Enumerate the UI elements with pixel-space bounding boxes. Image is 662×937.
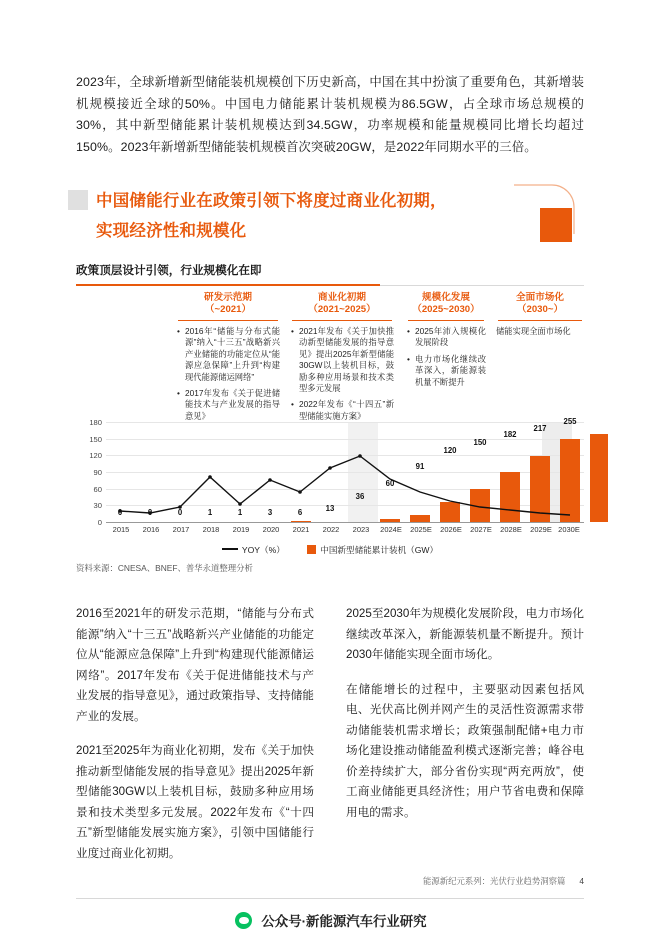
x-tick-2015: 2015 [112,525,130,534]
heading-square-marker [68,190,88,210]
bar-2028E [590,434,608,522]
y-tick-0: 0 [97,518,102,527]
heading-line-1: 中国储能行业在政策引领下将度过商业化初期， [96,192,447,210]
bar-label-2027E: 150 [473,438,487,447]
bar-label-2028E: 182 [503,430,517,439]
y-tick-90: 90 [93,468,102,477]
list-item: • 2025年沛入规模化发展阶段 [415,326,486,349]
bar-label-2022: 13 [325,504,335,513]
panel-rule-orange [76,284,380,286]
heading-line-2: 实现经济性和规模化 [96,222,247,240]
y-tick-150: 150 [89,434,102,444]
phase-1-name: 研发示范期 [204,292,252,303]
phase-4-title [496,292,584,316]
y-tick-180: 180 [89,418,102,427]
x-tick-2027E: 2027E [470,525,492,534]
chart-panel-title: 政策顶层设计引领，行业规模化在即 [76,264,262,277]
x-tick-2017: 2017 [172,525,190,534]
list-item: • 2022年发布《“十四五”新型储能实施方案》 [299,399,394,422]
phase-4-period: （2030~） [516,304,564,315]
phase-3-title [406,292,486,316]
x-tick-2016: 2016 [142,525,160,534]
x-tick-2023: 2023 [352,525,370,534]
panel-rule-grey [380,285,584,286]
bar-label-2029E: 217 [533,424,547,433]
footer-series-text: 能源新纪元系列：光伏行业趋势洞察篇 [422,876,566,886]
bar-label-2015: 0 [117,508,123,517]
phase-column-3 [406,292,486,393]
wechat-icon [235,912,252,929]
bar-label-2021: 6 [297,508,303,517]
x-axis [106,522,584,523]
bar-label-2017: 0 [177,508,183,517]
chart-source: 资料来源：CNESA、BNEF、普华永道整理分析 [76,563,253,573]
x-tick-2020: 2020 [262,525,280,534]
phase-1-bullets [176,326,280,422]
combo-chart [76,417,584,538]
heading-text [96,186,516,246]
page-footer [76,875,584,887]
bar-label-2025E: 91 [415,462,425,471]
legend-item-yoy [222,544,285,556]
bar-label-2026E: 120 [443,446,457,455]
list-item: • 2017年发布《关于促进储能技术与产业发展的指导意见》 [185,388,280,422]
chart-legend [76,544,584,556]
phase-2-period: （2021~2025） [308,304,376,315]
bar-label-2024E: 60 [385,479,395,488]
phase-2-bullets [290,326,394,422]
list-item: • 2021年发布《关于加快推动新型储能发展的指导意见》提出2025年新型储能30GW以上装机目标，鼓励多种应用场景和技术类型多元发展 [299,326,394,394]
decorative-shape [512,184,588,246]
section-heading [68,186,588,262]
x-axis-labels [106,525,584,537]
phase-3-bullets [406,326,486,388]
list-item: • 2016年“储能与分布式能源”纳入“十三五”战略新兴产业储能的功能定位从“能源应急保障”上升到“构建现代能源储运网络” [185,326,280,383]
phase-column-4 [496,292,584,337]
phase-1-period: （~2021） [204,304,252,315]
decor-orange-square [540,208,572,242]
bar-label-2020: 3 [267,508,273,517]
phase-column-2 [290,292,394,427]
legend-line-marker [222,548,238,550]
phase-1-underline [178,320,278,321]
phase-column-1 [176,292,280,427]
bar-label-2023: 36 [355,492,365,501]
legend-label-yoy: YOY（%） [241,545,285,555]
brand-text: 公众号·新能源汽车行业研究 [261,913,427,929]
paragraph: 2016至2021年的研发示范期，“储能与分布式能源”纳入“十三五”战略新兴产业储能的功能定位从“能源应急保障”上升到“构建现代能源储运网络”。2017年发布《关于促进储能技术与产业发展的指导意见》，通过政策指导、支持储能产业的发展。 [76,607,314,723]
phase-2-name: 商业化初期 [318,292,366,303]
y-tick-30: 30 [93,501,102,511]
body-column-left [76,604,314,878]
x-tick-2030E: 2030E [558,525,580,534]
bar-label-2030E: 255 [563,417,577,426]
list-item: • 电力市场化继续改革深入，新能源装机量不断提升 [415,354,486,388]
page-number: 4 [579,876,584,886]
body-column-right [346,604,584,837]
x-tick-2019: 2019 [232,525,250,534]
plot-area [106,417,584,522]
legend-bar-marker [307,545,316,554]
phase-2-underline [292,320,392,321]
phase-3-underline [408,320,484,321]
bar-label-2019: 1 [237,508,243,517]
bar-label-2018: 1 [207,508,213,517]
phase-4-text: 储能实现全面市场化 [496,326,571,336]
phase-3-name: 规模化发展 [422,292,470,303]
phase-columns [76,292,584,422]
x-tick-2024E: 2024E [380,525,402,534]
y-tick-60: 60 [93,484,102,494]
brand-watermark [0,903,662,937]
paragraph: 2021至2025年为商业化初期，发布《关于加快推动新型储能发展的指导意见》提出2025年新型储能30GW以上装机目标，鼓励多种应用场景和技术类型多元发展。2022年发布《“十四五”新型储能发展实施方案》，引领中国储能行业度过商业化初期。 [76,744,314,860]
x-tick-2025E: 2025E [410,525,432,534]
phase-4-name: 全面市场化 [516,292,564,303]
legend-label-capacity: 中国新型储能累计装机（GW） [320,545,439,555]
footer-divider [76,898,584,899]
paragraph: 2025至2030年为规模化发展阶段，电力市场化继续改革深入，新能源装机量不断提升。预计2030年储能实现全面市场化。 [346,607,584,661]
y-tick-120: 120 [89,451,102,461]
paragraph: 在储能增长的过程中，主要驱动因素包括风电、光伏高比例并网产生的灵活性资源需求带动储能装机需求增长；政策强制配储+电力市场化建设推动储能盈利模式逐渐完善；峰谷电价差持续扩大，部分省份实现“两充两放”，使工商业储能更具经济性；用户节省电费和保障用电的需求。 [346,682,584,819]
chart-panel [76,262,584,586]
x-tick-2026E: 2026E [440,525,462,534]
phase-4-underline [498,320,582,321]
phase-3-period: （2025~2030） [412,304,480,315]
x-tick-2022: 2022 [322,525,340,534]
y-axis [76,418,104,527]
x-tick-2021: 2021 [292,525,310,534]
legend-item-capacity [307,544,438,556]
phase-2-title [290,292,394,316]
x-tick-2029E: 2029E [530,525,552,534]
intro-paragraph: 2023年，全球新增新型储能装机规模创下历史新高，中国在其中扮演了重要角色，其新增装机规模接近全球的50%。中国电力储能累计装机规模为86.5GW，占全球市场总规模的30%，其中新型储能累计装机规模达到34.5GW，功率规模和能量规模同比增长均超过150%。2023年新增新型储能装机规模首次突破20GW，是2022年同期水平的三倍。 [76,75,584,154]
x-tick-2018: 2018 [202,525,220,534]
x-tick-2028E: 2028E [500,525,522,534]
bar-label-2016: 0 [147,508,153,517]
phase-1-title [176,292,280,316]
